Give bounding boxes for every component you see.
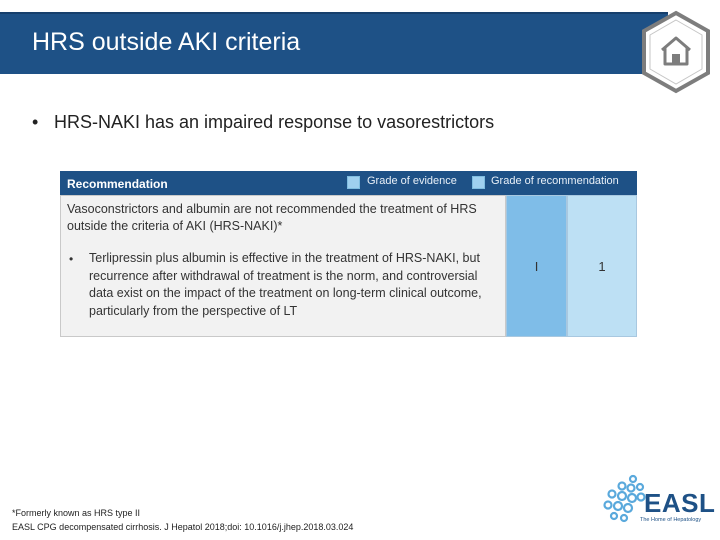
recommendation-subtext: Terlipressin plus albumin is effective in the treatment of HRS-NAKI, but recurrence after withdrawal of treatment is the norm, and controversial data exist on the impact of the treatment on long-term clinical outcome, particularly from the perspective of LT xyxy=(89,251,482,318)
home-button[interactable] xyxy=(640,10,712,94)
logo-tagline: The Home of Hepatology xyxy=(640,517,702,523)
sub-bullet-marker: • xyxy=(69,252,74,266)
grade-evidence-cell xyxy=(506,195,567,337)
bullet-text: HRS-NAKI has an impaired response to vasorestrictors xyxy=(54,112,495,132)
easl-logo xyxy=(600,474,716,530)
recommendation-cell xyxy=(60,195,506,337)
footnote-citation: EASL CPG decompensated cirrhosis. J Hepatol 2018;doi: 10.1016/j.jhep.2018.03.024 xyxy=(12,522,354,532)
grade-evidence-value: I xyxy=(534,259,539,274)
recommendation-legend-label: Grade of recommendation xyxy=(491,175,619,187)
footnote xyxy=(12,506,353,534)
bullet-marker: • xyxy=(32,112,39,132)
recommendation-text: Vasoconstrictors and albumin are not recommended the treatment of HRS outside the criteria of AKI (HRS-NAKI)* xyxy=(67,202,477,233)
logo-text: EASL xyxy=(644,488,716,518)
recommendation-legend-swatch xyxy=(472,176,485,189)
home-icon xyxy=(640,10,712,94)
slide-title: HRS outside AKI criteria xyxy=(32,28,301,56)
table-header xyxy=(60,171,637,195)
grade-recommendation-value: 1 xyxy=(598,259,606,274)
header-label: Recommendation xyxy=(67,177,168,191)
title-bar xyxy=(0,12,668,74)
footnote-formerly: *Formerly known as HRS type II xyxy=(12,508,141,518)
evidence-legend-label: Grade of evidence xyxy=(367,175,457,187)
evidence-legend-swatch xyxy=(347,176,360,189)
grade-recommendation-cell xyxy=(567,195,637,337)
main-bullet xyxy=(32,112,494,133)
